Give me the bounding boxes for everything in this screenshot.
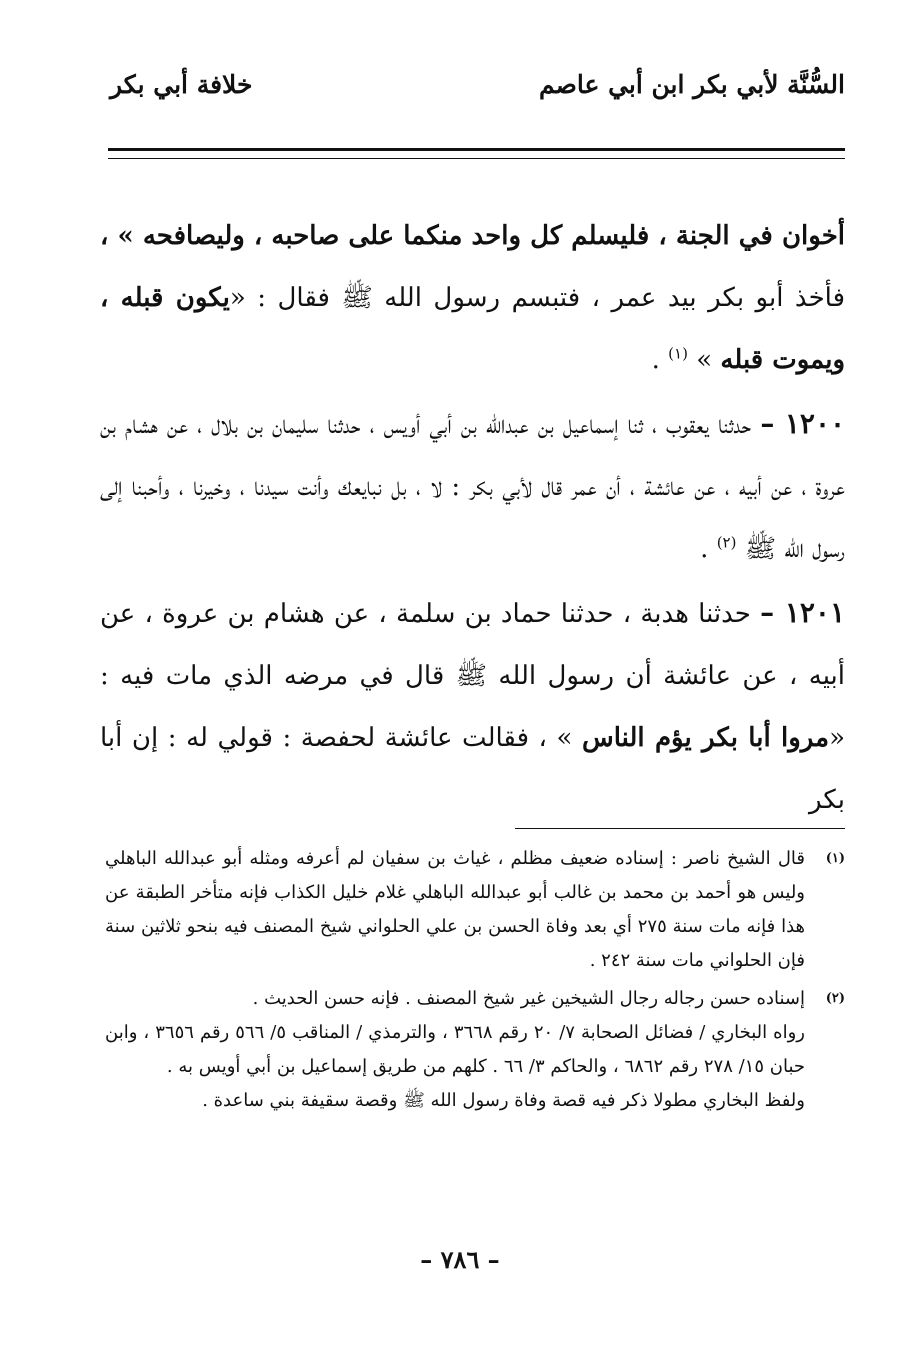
chapter-title: خلافة أبي بكر xyxy=(110,70,253,99)
quote-bold-text: يكون قبله ، ويموت قبله xyxy=(100,283,845,375)
paragraph-end: . xyxy=(651,345,669,375)
footnote-text xyxy=(105,982,805,1118)
header-rule-thick xyxy=(108,148,845,151)
book-title: السُّنَّة لأبي بكر ابن أبي عاصم xyxy=(538,70,845,99)
footnote-ref-1[interactable]: (١) xyxy=(668,344,688,363)
quote-bold-text: مروا أبا بكر يؤم الناس xyxy=(581,723,830,753)
paragraph-text: فأخذ أبو بكر بيد عمر ، فتبسم رسول الله ﷺ فقال : « xyxy=(229,283,845,313)
footnote-ref-2[interactable]: (٢) xyxy=(716,533,737,552)
page-header xyxy=(110,70,845,120)
footnote-2-line-2: رواه البخاري / فضائل الصحابة ٧/ ٢٠ رقم ٣٦٦٨ ، والترمذي / المناقب ٥/ ٥٦٦ رقم ٣٦٥٦ ، وابن حبان ١٥/ ٢٧٨ رقم ٦٨٦٢ ، والحاكم ٣/ ٦٦ . كلهم من طريق إسماعيل بن أبي أويس به . xyxy=(105,1022,805,1077)
footnote-2-line-1: إسناده حسن رجاله رجال الشيخين غير شيخ المصنف . فإنه حسن الحديث . xyxy=(252,988,805,1009)
footnote-mark: (١) xyxy=(825,851,845,866)
header-rule-thin xyxy=(108,158,845,159)
hadith-1200 xyxy=(100,393,845,580)
quote-close: » xyxy=(696,345,721,375)
footnote-mark: (٢) xyxy=(825,991,845,1006)
main-text xyxy=(100,205,845,833)
paragraph-continuation xyxy=(100,205,845,391)
hadith-text: حدثنا يعقوب ، ثنا إسماعيل بن عبدالله بن أبي أويس ، حدثنا سليمان بن بلال ، عن هشام بن عروة ، عن أبيه ، عن عائشة ، أن عمر قال لأبي بكر : لا ، بل نبايعك وأنت سيدنا ، وخيرنا ، وأحبنا إلى رسول الله ﷺ xyxy=(100,410,845,564)
hadith-1201 xyxy=(100,582,845,831)
footnote-1-text: قال الشيخ ناصر : إسناده ضعيف مظلم ، غياث بن سفيان لم أعرفه ومثله أبو عبدالله الباهلي وليس هو أحمد بن محمد بن غالب أبو عبدالله الباهلي غلام خليل الكذاب فإنه متأخر الطبقة عن هذا فإنه مات سنة ٢٧٥ أي بعد وفاة الحسن بن علي الحلواني شيخ المصنف فيه بنحو ثلاثين سنة فإن الحلواني مات سنة ٢٤٢ . xyxy=(105,848,806,971)
footnote-2 xyxy=(105,982,845,1118)
footnote-1 xyxy=(105,842,845,978)
hadith-text-continued: » ، فقالت عائشة لحفصة : قولي له : إن أبا بكر xyxy=(100,723,845,815)
paragraph-bold-text: أخوان في الجنة ، فليسلم كل واحد منكما على صاحبه ، وليصافحه » ، xyxy=(100,221,845,251)
hadith-number: ١٢٠٠ – xyxy=(760,407,846,440)
footnotes xyxy=(105,842,845,1122)
page-number: – ٧٨٦ – xyxy=(420,1245,500,1274)
footnote-separator xyxy=(515,828,845,829)
hadith-end: . xyxy=(700,534,717,564)
hadith-text: حدثنا هدبة ، حدثنا حماد بن سلمة ، عن هشام بن عروة ، عن أبيه ، عن عائشة أن رسول الله ﷺ قال في مرضه الذي مات فيه : « xyxy=(100,599,845,753)
footnote-2-line-3: ولفظ البخاري مطولا ذكر فيه قصة وفاة رسول الله ﷺ وقصة سقيفة بني ساعدة . xyxy=(202,1090,805,1111)
hadith-number: ١٢٠١ – xyxy=(760,596,845,629)
footnote-text xyxy=(105,842,805,978)
